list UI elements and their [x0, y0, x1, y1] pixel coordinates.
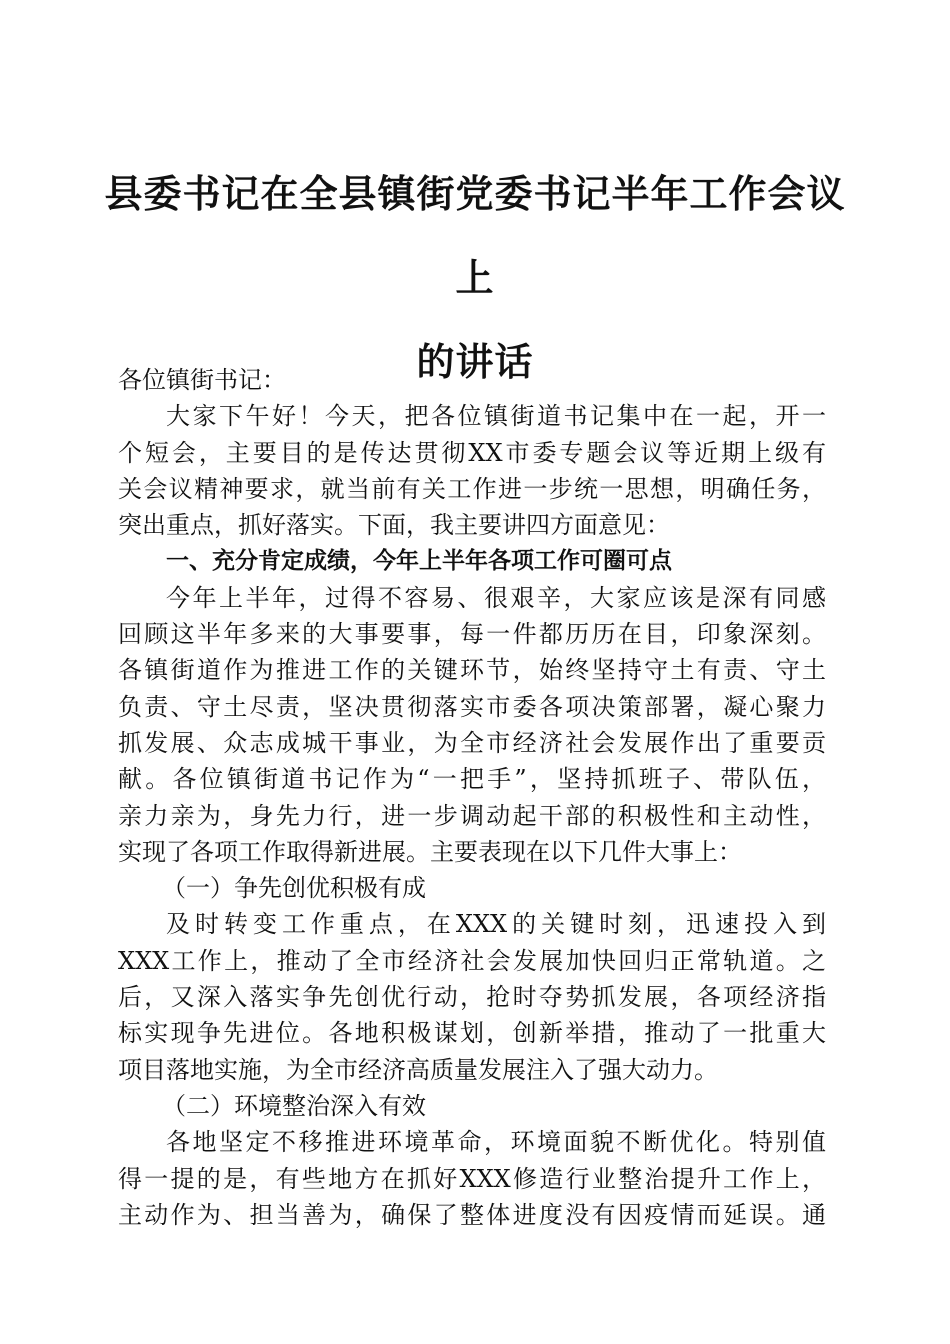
subheading-2: （二）环境整治深入有效 [162, 1091, 426, 1120]
subheading-1: （一）争先创优积极有成 [162, 874, 426, 903]
sub1-paragraph [118, 906, 826, 1087]
text-line: 大家下午好！今天，把各位镇街道书记集中在一起，开一 [166, 402, 826, 431]
document-body [118, 362, 826, 1233]
title-line-1: 县委书记在全县镇街党委书记半年工作会议上 [104, 171, 846, 300]
text-line: 主动作为、担当善为，确保了整体进度没有因疫情而延误。通 [118, 1200, 826, 1229]
text-line: 项目落地实施，为全市经济高质量发展注入了强大动力。 [118, 1055, 718, 1084]
text-line: 关会议精神要求，就当前有关工作进一步统一思想，明确任务， [118, 474, 826, 503]
text-line: 及时转变工作重点，在XXX的关键时刻，迅速投入到 [166, 910, 826, 939]
section-heading-1: 一、充分肯定成绩，今年上半年各项工作可圈可点 [166, 548, 672, 575]
sub2-paragraph [118, 1124, 826, 1233]
salutation: 各位镇街书记： [118, 366, 286, 394]
text-line: 回顾这半年多来的大事要事，每一件都历历在目，印象深刻。 [118, 620, 826, 649]
text-line: 后，又深入落实争先创优行动，抢时夺势抓发展，各项经济指 [118, 983, 826, 1012]
text-line: 抓发展、众志成城干事业，为全市经济社会发展作出了重要贡 [118, 728, 826, 757]
text-line: 负责、守土尽责，坚决贯彻落实市委各项决策部署，凝心聚力 [118, 692, 826, 721]
text-line: 亲力亲为，身先力行，进一步调动起干部的积极性和主动性， [118, 801, 826, 830]
section1-paragraph [118, 580, 826, 870]
text-line: 各镇街道作为推进工作的关键环节，始终坚持守土有责、守土 [118, 656, 826, 685]
text-line: 献。各位镇街道书记作为“一把手”，坚持抓班子、带队伍， [118, 765, 826, 794]
text-line: 得一提的是，有些地方在抓好XXX修造行业整治提升工作上， [118, 1164, 826, 1193]
intro-paragraph [118, 398, 826, 543]
text-line: 突出重点，抓好落实。下面，我主要讲四方面意见： [118, 511, 670, 540]
text-line: 实现了各项工作取得新进展。主要表现在以下几件大事上： [118, 837, 742, 866]
text-line: XXX工作上，推动了全市经济社会发展加快回归正常轨道。之 [118, 946, 826, 975]
text-line: 个短会，主要目的是传达贯彻XX市委专题会议等近期上级有 [118, 438, 826, 467]
text-line: 标实现争先进位。各地积极谋划，创新举措，推动了一批重大 [118, 1019, 826, 1048]
text-line: 各地坚定不移推进环境革命，环境面貌不断优化。特别值 [166, 1128, 826, 1157]
text-line: 今年上半年，过得不容易、很艰辛，大家应该是深有同感 [166, 583, 826, 612]
title-line-2: 的讲话 [416, 339, 534, 384]
